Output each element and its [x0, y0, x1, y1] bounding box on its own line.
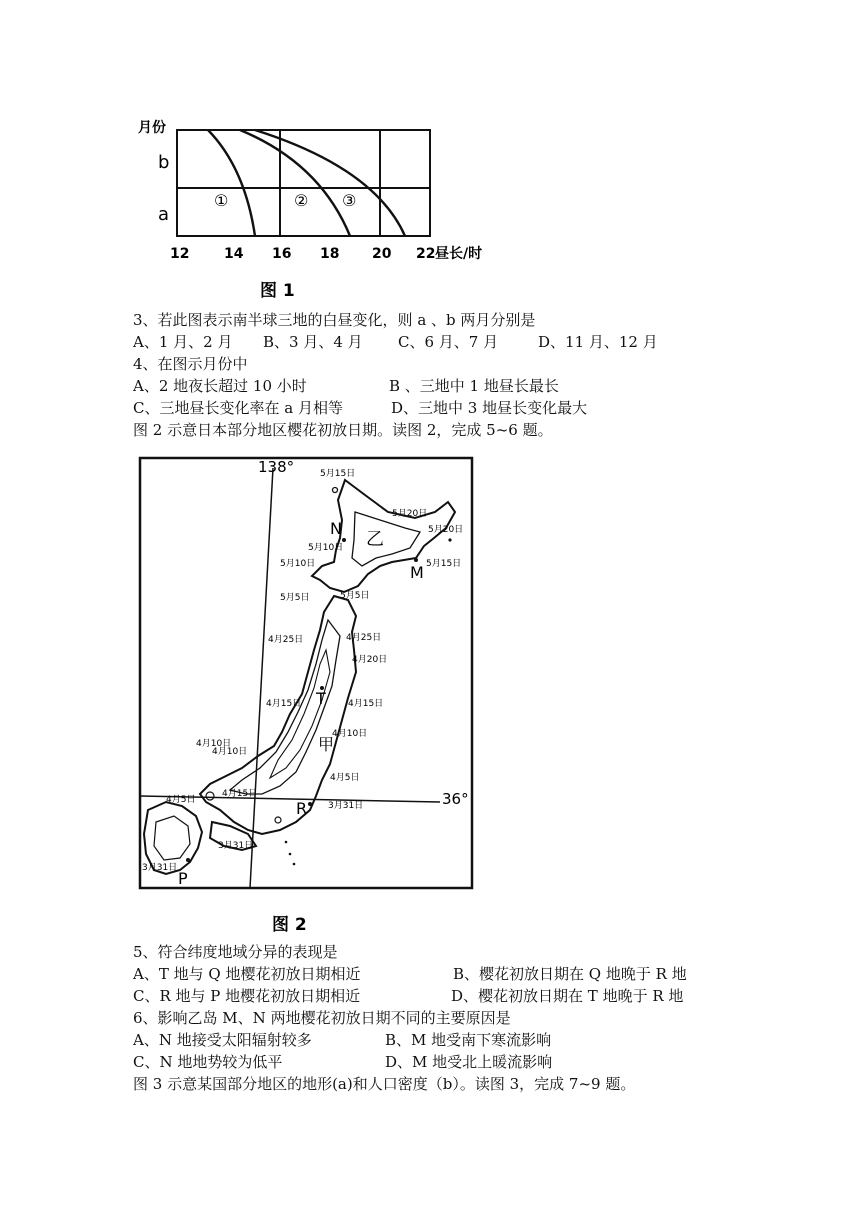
q5-option-a: A、T 地与 Q 地樱花初放日期相近 — [133, 965, 361, 983]
q6-option-c: C、N 地地势较为低平 — [133, 1053, 283, 1071]
fig1-x-tick-22: 22 — [416, 246, 436, 262]
fig1-curve-3 — [255, 130, 405, 236]
q5-options-row1 — [133, 964, 733, 984]
q5-stem: 5、符合纬度地域分异的表现是 — [133, 943, 338, 961]
q4-options-row1 — [133, 376, 733, 396]
date-label: 4月25日 — [268, 635, 304, 645]
q4-option-a: A、2 地夜长超过 10 小时 — [133, 377, 307, 395]
marker-N — [342, 538, 346, 542]
date-label: 5月15日 — [426, 559, 462, 569]
place-label-P: P — [178, 869, 188, 888]
date-label: 4月10日 — [332, 729, 368, 739]
date-label: 4月15日 — [266, 699, 302, 709]
date-label: 4月10日 — [196, 739, 232, 749]
q5-option-c: C、R 地与 P 地樱花初放日期相近 — [133, 987, 361, 1005]
fig1-x-tick-16: 16 — [272, 246, 292, 262]
q6-option-a: A、N 地接受太阳辐射较多 — [133, 1031, 312, 1049]
place-label-yi: 乙 — [366, 529, 384, 550]
fig1-x-tick-18: 18 — [320, 246, 340, 262]
place-label-N: N — [330, 519, 342, 538]
fig1-x-tick-14: 14 — [224, 246, 244, 262]
place-label-M: M — [410, 563, 424, 582]
fig1-x-tick-12: 12 — [170, 246, 190, 262]
date-label: 3月31日 — [218, 841, 254, 851]
fig1-curve-label-1: ① — [214, 191, 229, 210]
q6-options-row2 — [133, 1052, 733, 1072]
date-label: 5月10日 — [308, 543, 344, 553]
place-label-jia: 甲 — [318, 735, 335, 754]
fig1-x-tick-20: 20 — [372, 246, 392, 262]
q5-options-row2 — [133, 986, 733, 1006]
fig1-curve-2 — [240, 130, 350, 236]
map-frame — [140, 458, 472, 888]
date-label: 4月25日 — [346, 633, 382, 643]
islet — [289, 853, 292, 856]
fig1-y-tick-b: b — [158, 152, 170, 173]
date-label: 4月10日 — [212, 747, 248, 757]
date-label: 4月5日 — [166, 795, 196, 805]
date-label: 5月15日 — [320, 469, 356, 479]
date-label: 5月20日 — [428, 525, 464, 535]
place-label-R: R — [296, 799, 308, 818]
q3-option-b: B、3 月、4 月 — [263, 333, 363, 351]
marker-R — [308, 802, 312, 806]
date-label: 5月5日 — [340, 591, 370, 601]
date-label: 4月5日 — [330, 773, 360, 783]
place-label-T: T — [316, 689, 326, 708]
date-label: 3月31日 — [142, 863, 178, 873]
fig1-curve-1 — [208, 130, 255, 236]
islet — [448, 538, 451, 541]
q4-options-row2 — [133, 398, 733, 418]
fig1-x-axis-label: 昼长/时 — [435, 246, 483, 262]
intro-figure-3: 图 3 示意某国部分地区的地形(a)和人口密度（b）。读图 3，完成 7~9 题。 — [133, 1075, 636, 1093]
q3-stem: 3、若此图表示南半球三地的白昼变化，则 a 、b 两月分别是 — [133, 311, 536, 329]
date-label: 4月15日 — [222, 789, 258, 799]
intro-figure-2: 图 2 示意日本部分地区樱花初放日期。读图 2，完成 5~6 题。 — [133, 421, 553, 439]
islet — [285, 841, 288, 844]
fig1-y-tick-a: a — [158, 204, 170, 225]
date-label: 4月20日 — [352, 655, 388, 665]
date-label: 3月31日 — [328, 801, 364, 811]
date-label: 5月20日 — [392, 509, 428, 519]
q3-option-d: D、11 月、12 月 — [538, 333, 658, 351]
q6-options-row1 — [133, 1030, 733, 1050]
date-label: 5月10日 — [280, 559, 316, 569]
q6-stem: 6、影响乙岛 M、N 两地樱花初放日期不同的主要原因是 — [133, 1009, 511, 1027]
islet — [293, 863, 296, 866]
q6-option-d: D、M 地受北上暖流影响 — [385, 1053, 553, 1071]
date-label: 4月15日 — [348, 699, 384, 709]
q3-option-c: C、6 月、7 月 — [398, 333, 499, 351]
figure-1-chart — [130, 108, 500, 303]
q4-option-d: D、三地中 3 地昼长变化最大 — [391, 399, 588, 417]
fig1-curve-label-2: ② — [294, 191, 309, 210]
q5-option-d: D、樱花初放日期在 T 地晚于 R 地 — [451, 987, 684, 1005]
latitude-label: 36° — [442, 790, 469, 808]
fig1-curve-label-3: ③ — [342, 191, 357, 210]
q3-option-a: A、1 月、2 月 — [133, 333, 233, 351]
fig1-y-axis-label: 月份 — [138, 120, 166, 136]
figure-2-map — [130, 450, 482, 940]
q5-option-b: B、樱花初放日期在 Q 地晚于 R 地 — [453, 965, 687, 983]
q4-option-c: C、三地昼长变化率在 a 月相等 — [133, 399, 343, 417]
fig2-caption: 图 2 — [272, 915, 307, 935]
fig1-caption: 图 1 — [260, 281, 295, 301]
date-label: 5月5日 — [280, 593, 310, 603]
fig1-frame — [177, 130, 430, 236]
q4-option-b: B 、三地中 1 地昼长最长 — [389, 377, 559, 395]
marker-M — [414, 558, 418, 562]
marker-P — [186, 858, 190, 862]
longitude-label: 138° — [258, 458, 295, 476]
q4-stem: 4、在图示月份中 — [133, 355, 248, 373]
q3-options — [133, 332, 733, 352]
q6-option-b: B、M 地受南下寒流影响 — [385, 1031, 552, 1049]
